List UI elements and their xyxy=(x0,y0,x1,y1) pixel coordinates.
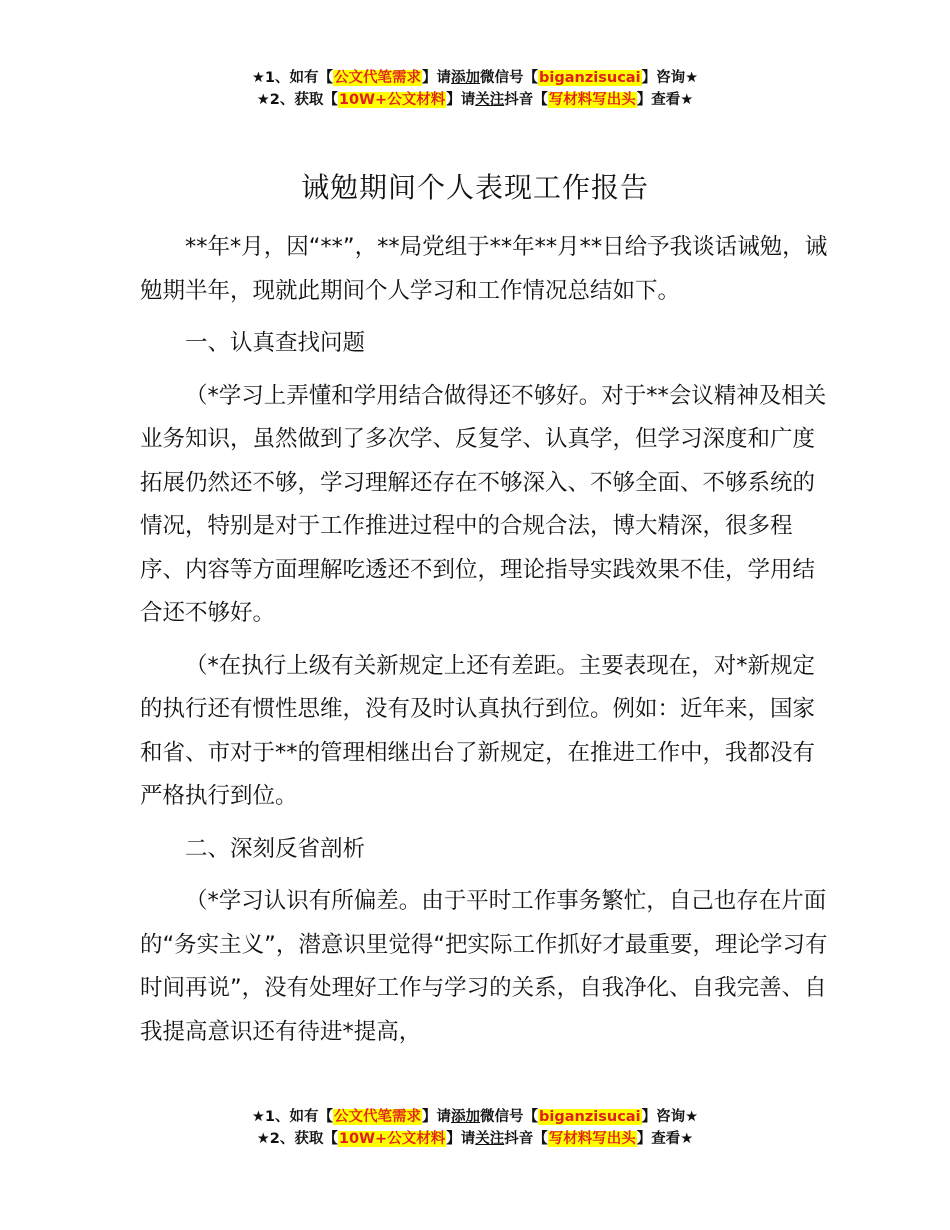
section-heading-1: 一、认真查找问题 xyxy=(185,330,366,356)
banner-underlined: 添加 xyxy=(451,1109,481,1125)
banner-line-1 xyxy=(0,67,950,89)
banner-line-2 xyxy=(0,89,950,111)
banner-text: 抖音【 xyxy=(504,92,548,108)
banner-text: 】咨询★ xyxy=(641,70,699,86)
banner-text: 】请 xyxy=(446,1131,476,1147)
paragraph: （*学习上弄懂和学用结合做得还不够好。对于**会议精神及相关业务知识，虽然做到了多次学、反复学、认真学，但学习深度和广度拓展仍然还不够，学习理解还存在不够深入、不够全面、不够系统的情况，特别是对于工作推进过程中的合规合法，博大精深，很多程序、内容等方面理解吃透还不到位，理论指导实践效果不佳，学用结合还不够好。 xyxy=(140,382,827,626)
banner-text: 微信号【 xyxy=(480,1109,539,1125)
banner-highlight: 公文代笔需求 xyxy=(334,70,422,86)
banner-highlight: 10W+公文材料 xyxy=(338,92,446,108)
document-body xyxy=(140,226,830,1063)
banner-text: ★1、如有【 xyxy=(251,70,334,86)
banner-highlight: biganzisucai xyxy=(539,70,641,86)
footer-banner xyxy=(0,1106,950,1150)
banner-underlined: 添加 xyxy=(451,70,481,86)
banner-highlight: biganzisucai xyxy=(539,1109,641,1125)
paragraph: （*学习认识有所偏差。由于平时工作事务繁忙，自己也存在片面的“务实主义”，潜意识里觉得“把实际工作抓好才最重要，理论学习有时间再说”，没有处理好工作与学习的关系，自我净化、自我完善、自我提高意识还有待进*提高， xyxy=(140,888,828,1045)
section-heading-2: 二、深刻反省剖析 xyxy=(185,835,366,862)
paragraph: （*在执行上级有关新规定上还有差距。主要表现在，对*新规定的执行还有惯性思维，没有及时认真执行到位。例如：近年来，国家和省、市对于**的管理相继出台了新规定，在推进工作中，我都没有严格执行到位。 xyxy=(140,652,816,809)
banner-text: 】请 xyxy=(422,70,452,86)
document-title: 诫勉期间个人表现工作报告 xyxy=(300,171,649,204)
banner-highlight: 10W+公文材料 xyxy=(338,1131,446,1147)
banner-text: 抖音【 xyxy=(504,1131,548,1147)
banner-highlight: 写材料写出头 xyxy=(548,1131,636,1147)
banner-text: 】请 xyxy=(422,1109,452,1125)
banner-highlight: 公文代笔需求 xyxy=(334,1109,422,1125)
banner-text: ★1、如有【 xyxy=(251,1109,334,1125)
banner-highlight: 写材料写出头 xyxy=(548,92,636,108)
banner-text: 】查看★ xyxy=(636,1131,694,1147)
banner-text: 】咨询★ xyxy=(641,1109,699,1125)
header-banner xyxy=(0,67,950,111)
banner-text: ★2、获取【 xyxy=(256,92,338,108)
banner-line-1 xyxy=(0,1106,950,1128)
banner-underlined: 关注 xyxy=(475,92,505,108)
banner-underlined: 关注 xyxy=(475,1131,505,1147)
banner-text: 】查看★ xyxy=(636,92,694,108)
banner-text: 微信号【 xyxy=(480,70,539,86)
banner-text: ★2、获取【 xyxy=(256,1131,338,1147)
paragraph-intro: **年*月，因“**”，**局党组于**年**月**日给予我谈话诫勉，诫勉期半年，现就此期间个人学习和工作情况总结如下。 xyxy=(140,234,828,304)
banner-line-2 xyxy=(0,1128,950,1150)
banner-text: 】请 xyxy=(446,92,476,108)
